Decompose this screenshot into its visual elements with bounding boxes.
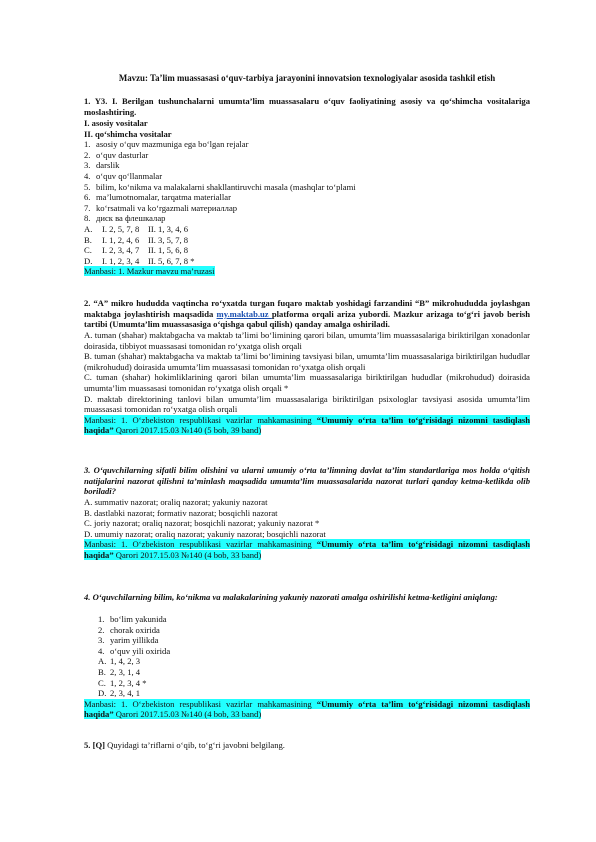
question-4-text: 4. O‘quvchilarning bilim, ko‘nikma va malakalarining yakuniy nazorati amalga oshirilishi ketma-ketligini aniqlang: — [84, 592, 498, 602]
list-item: 5. bilim, ko‘nikma va malakalarni shakllantiruvchi masala (mashqlar to‘plami — [84, 181, 356, 192]
list-item: 2. o‘quv dasturlar — [84, 149, 149, 160]
list-item: 8. диск ва флешкалар — [84, 213, 166, 224]
question-2 — [84, 298, 530, 330]
question-2-source: Manbasi: 1. O‘zbekiston respublikasi vazirlar mahkamasining “Umumiy o‘rta ta’lim to‘g‘risidagi nizomni tasdiqlash haqida” Qarori 2017.15.03 №140 (5 bob, 39 band) — [84, 414, 530, 436]
answer-option[interactable]: A. tuman (shahar) maktabgacha va maktab ta’limi bo‘limining qarori bilan, umumta’lim muassasalariga biriktirilgan xonadonlar doirasida, tibbiyot muassasasi tomonidan ro‘yxatga olish orqali — [84, 330, 530, 351]
question-5-number: 5. [Q] — [84, 740, 106, 750]
question-2-text-a: 2. “A” mikro hududda vaqtincha ro‘yxatda turgan fuqaro maktab yoshidagi farzandini “B” mikrohududda joylashgan maktabga joylashtirish maqsadida — [84, 298, 530, 319]
page-title: Mavzu: Ta’lim muassasasi o‘quv-tarbiya jarayonini innovatsion texnologiyalar asosida tashkil etish — [118, 73, 496, 83]
question-3-text: 3. O‘quvchilarning sifatli bilim olishini va ularni umumiy o‘rta ta’limning davlat ta’lim standartlariga mos holda o‘qitish natijalarini nazorat qilishni ta’minlash maqsadida umumta’lim muassasalarida nazorat turlari qanday ketma-ketlikda olib boriladi? — [84, 465, 530, 497]
answer-option[interactable]: D. 2, 3, 4, 1 — [98, 688, 141, 699]
list-item: 4. o‘quv qo‘llanmalar — [84, 170, 163, 181]
answer-option[interactable]: A. I. 2, 5, 7, 8 II. 1, 3, 4, 6 — [84, 223, 189, 234]
question-1-source: Manbasi: 1. Mazkur mavzu ma’ruzasi — [84, 266, 215, 277]
answer-option[interactable]: B. tuman (shahar) maktabgacha va maktab ta’limi bo‘limining tavsiyasi bilan, umumta’lim muassasalariga biriktirilgan hududlar (mikrohudud) doirasida umumta’lim muassasasi tomonidan ro‘yxatga olish orqali — [84, 351, 530, 372]
question-1-text: . I. Berilgan tushunchalarni umumta’lim muassasalaru o‘quv faoliyatining asosiy va qo‘shimcha vositalariga moslashtiring. — [84, 96, 530, 117]
question-1-number: 1. Y3 — [84, 96, 106, 106]
question-1 — [84, 96, 530, 117]
platform-link[interactable]: my.maktab.uz — [216, 308, 272, 319]
list-item: 6. ma’lumotnomalar, tarqatma materiallar — [84, 192, 231, 203]
answer-option[interactable]: C. joriy nazorat; oraliq nazorat; bosqichli nazorat; yakuniy nazorat * — [84, 518, 320, 529]
list-item: 3. darslik — [84, 160, 120, 171]
question-4-source: Manbasi: 1. O‘zbekiston respublikasi vazirlar mahkamasining “Umumiy o‘rta ta’lim to‘g‘risidagi nizomni tasdiqlash haqida” Qarori 2017.15.03 №140 (4 bob, 33 band) — [84, 698, 530, 720]
list-item: 1. asosiy o‘quv mazmuniga ega bo‘lgan rejalar — [84, 139, 249, 150]
answer-option[interactable]: C. I. 2, 3, 4, 7 II. 1, 5, 6, 8 — [84, 245, 189, 256]
answer-option[interactable]: B. dastlabki nazorat; formativ nazorat; bosqichli nazorat — [84, 507, 278, 518]
question-5-text: Quyidagi ta’riflarni o‘qib, to‘g‘ri javobni belgilang. — [105, 740, 285, 750]
list-item: 4. o‘quv yili oxirida — [98, 645, 171, 656]
answer-option[interactable]: C. tuman (shahar) hokimliklarining qarori bilan umumta’lim muassasalariga biriktirilgan hududlar (mikrohudud) doirasida umumta’lim muassasasi tomonidan ro‘yxatga olish orqali * — [84, 372, 530, 393]
answer-option[interactable]: D. umumiy nazorat; oraliq nazorat; yakuniy nazorat; bosqichli nazorat — [84, 528, 326, 539]
answer-option[interactable]: B. 2, 3, 1, 4 — [98, 666, 141, 677]
answer-option[interactable]: D. maktab direktorining tanlovi bilan umumta’lim muassasalariga biriktirilgan psixologlar tavsiyasi asosida umumta’lim muassasasi tomonidan ro‘yxatga olish orqali — [84, 393, 530, 415]
list-item: 1. bo‘lim yakunida — [98, 614, 167, 624]
question-3-source: Manbasi: 1. O‘zbekiston respublikasi vazirlar mahkamasining “Umumiy o‘rta ta’lim to‘g‘risidagi nizomni tasdiqlash haqida” Qarori 2017.15.03 №140 (4 bob, 33 band) — [84, 539, 530, 560]
answer-option[interactable]: C. 1, 2, 3, 4 * — [98, 677, 147, 688]
question-1-items — [84, 139, 530, 224]
answer-option[interactable]: A. summativ nazorat; oraliq nazorat; yakuniy nazorat — [84, 497, 268, 507]
answer-option[interactable]: D. I. 1, 2, 3, 4 II. 5, 6, 7, 8 * — [84, 255, 195, 266]
answer-option[interactable]: B. I. 1, 2, 4, 6 II. 3, 5, 7, 8 — [84, 234, 189, 245]
question-5 — [84, 740, 530, 751]
group-main-tools: I. asosiy vositalar — [84, 118, 148, 128]
question-2-text-b: platforma orqali ariza yubordi. Mazkur arizaga to‘g‘ri javob berish tartibi (Umumta’lim muassasasiga o‘qishga qabul qilish) qanday amalga oshiriladi. — [84, 308, 530, 330]
list-item: 2. chorak oxirida — [98, 624, 160, 635]
answer-option[interactable]: A. 1, 4, 2, 3 — [98, 656, 141, 667]
list-item: 3. yarim yillikda — [98, 635, 159, 646]
list-item: 7. ko‘rsatmali va ko‘rgazmali материаллар — [84, 202, 238, 213]
group-extra-tools: II. qo‘shimcha vositalar — [84, 128, 172, 139]
question-1-options — [84, 224, 530, 266]
